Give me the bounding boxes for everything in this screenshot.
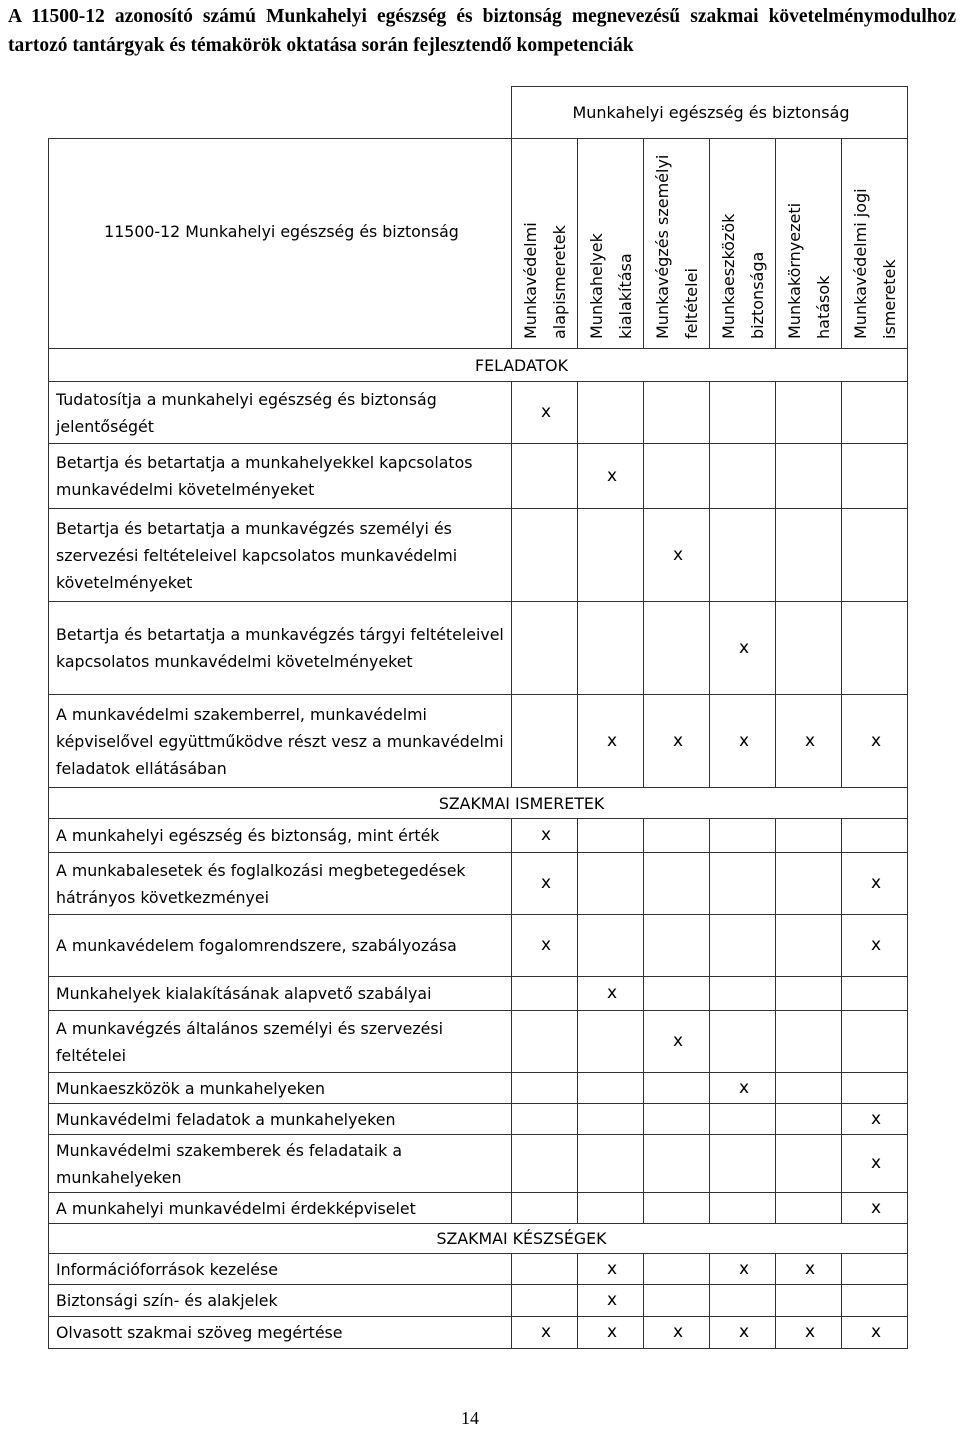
column-header-cell <box>776 139 842 349</box>
mark-cell <box>644 1254 710 1285</box>
section-row <box>49 1224 908 1254</box>
column-header: Munkahelyek kialakítása <box>586 232 635 339</box>
table-row <box>49 1254 908 1285</box>
mark-cell: x <box>842 1193 908 1224</box>
table-row <box>49 509 908 602</box>
page-title: A 11500-12 azonosító számú Munkahelyi egészség és biztonság megnevezésű szakmai követelménymodulhoz tartozó tantárgyak és témakörök oktatása során fejlesztendő kompetenciák <box>8 6 956 56</box>
mark-cell <box>578 602 644 695</box>
row-label: A munkahelyi munkavédelmi érdekképviselet <box>49 1193 512 1224</box>
subject-header: Munkahelyi egészség és biztonság <box>512 87 908 139</box>
mark-cell <box>644 819 710 853</box>
mark-cell: x <box>578 695 644 788</box>
mark-cell: x <box>842 1104 908 1135</box>
mark-cell: x <box>842 1135 908 1193</box>
row-label: A munkavégzés általános személyi és szervezési feltételei <box>49 1011 512 1073</box>
row-label: A munkahelyi egészség és biztonság, mint érték <box>49 819 512 853</box>
column-header: Munkavédelmi jogi ismeretek <box>850 187 899 339</box>
table-row <box>49 1073 908 1104</box>
mark-cell <box>842 1011 908 1073</box>
table-row <box>49 1193 908 1224</box>
mark-cell <box>512 1104 578 1135</box>
mark-cell: x <box>842 853 908 915</box>
mark-cell <box>710 915 776 977</box>
column-header-cell <box>710 139 776 349</box>
mark-cell: x <box>512 382 578 444</box>
mark-cell <box>710 382 776 444</box>
mark-cell <box>842 819 908 853</box>
table-row <box>49 1011 908 1073</box>
mark-cell: x <box>644 1011 710 1073</box>
mark-cell <box>512 444 578 509</box>
column-header-cell <box>578 139 644 349</box>
mark-cell <box>644 853 710 915</box>
mark-cell <box>710 509 776 602</box>
row-label: Betartja és betartatja a munkahelyekkel kapcsolatos munkavédelmi követelményeket <box>49 444 512 509</box>
column-header: Munkavégzés személyi feltételei <box>652 154 701 339</box>
mark-cell <box>512 695 578 788</box>
mark-cell <box>710 1011 776 1073</box>
row-label: A munkavédelem fogalomrendszere, szabályozása <box>49 915 512 977</box>
mark-cell: x <box>578 977 644 1011</box>
table-row <box>49 915 908 977</box>
mark-cell: x <box>776 1254 842 1285</box>
mark-cell: x <box>776 695 842 788</box>
mark-cell <box>578 819 644 853</box>
section-title: SZAKMAI ISMERETEK <box>438 793 605 813</box>
mark-cell <box>512 1073 578 1104</box>
mark-cell: x <box>710 1073 776 1104</box>
mark-cell: x <box>512 915 578 977</box>
mark-cell <box>776 444 842 509</box>
section-title: SZAKMAI KÉSZSÉGEK <box>436 1229 607 1248</box>
mark-cell <box>578 1193 644 1224</box>
mark-cell <box>776 1073 842 1104</box>
row-label: Betartja és betartatja a munkavégzés tárgyi feltételeivel kapcsolatos munkavédelmi követelményeket <box>49 602 512 695</box>
mark-cell: x <box>644 695 710 788</box>
mark-cell <box>776 1193 842 1224</box>
row-label: A munkavédelmi szakemberrel, munkavédelmi képviselővel együttműködve részt vesz a munkavédelmi feladatok ellátásában <box>49 695 512 788</box>
mark-cell <box>776 602 842 695</box>
section-row <box>49 349 908 382</box>
table-row <box>49 444 908 509</box>
mark-cell: x <box>710 695 776 788</box>
mark-cell: x <box>578 1285 644 1317</box>
mark-cell <box>578 853 644 915</box>
mark-cell: x <box>512 1317 578 1349</box>
mark-cell <box>644 1073 710 1104</box>
table-row <box>49 819 908 853</box>
mark-cell <box>842 444 908 509</box>
mark-cell: x <box>578 1317 644 1349</box>
section-header-cell <box>49 349 908 382</box>
column-header-cell <box>512 139 578 349</box>
mark-cell: x <box>578 1254 644 1285</box>
mark-cell <box>644 382 710 444</box>
table-row <box>49 1135 908 1193</box>
mark-cell <box>644 1135 710 1193</box>
mark-cell: x <box>512 853 578 915</box>
mark-cell: x <box>776 1317 842 1349</box>
row-label: A munkabalesetek és foglalkozási megbetegedések hátrányos következményei <box>49 853 512 915</box>
mark-cell <box>710 1285 776 1317</box>
table-row <box>49 1104 908 1135</box>
mark-cell <box>578 1135 644 1193</box>
column-header-cell <box>644 139 710 349</box>
mark-cell: x <box>710 602 776 695</box>
mark-cell <box>710 853 776 915</box>
row-label: Tudatosítja a munkahelyi egészség és biztonság jelentőségét <box>49 382 512 444</box>
mark-cell: x <box>710 1317 776 1349</box>
mark-cell: x <box>842 1317 908 1349</box>
mark-cell <box>644 602 710 695</box>
mark-cell: x <box>710 1254 776 1285</box>
section-header-cell <box>49 788 908 819</box>
table-row <box>49 1285 908 1317</box>
column-header: Munkakörnyezeti hatások <box>784 202 833 339</box>
column-header: Munkavédelmi alapismeretek <box>520 221 569 339</box>
section-title: FELADATOK <box>475 355 568 375</box>
mark-cell: x <box>644 1317 710 1349</box>
mark-cell <box>512 509 578 602</box>
mark-cell <box>710 444 776 509</box>
mark-cell <box>710 1193 776 1224</box>
mark-cell <box>512 602 578 695</box>
mark-cell <box>776 1135 842 1193</box>
mark-cell <box>776 977 842 1011</box>
row-label: Munkavédelmi szakemberek és feladataik a munkahelyeken <box>49 1135 512 1193</box>
mark-cell <box>578 509 644 602</box>
row-label: Munkavédelmi feladatok a munkahelyeken <box>49 1104 512 1135</box>
row-label: Információforrások kezelése <box>49 1254 512 1285</box>
row-label: Munkaeszközök a munkahelyeken <box>49 1073 512 1104</box>
module-header: 11500-12 Munkahelyi egészség és biztonság <box>104 222 459 241</box>
mark-cell <box>644 915 710 977</box>
mark-cell <box>776 382 842 444</box>
mark-cell <box>644 1104 710 1135</box>
row-label: Betartja és betartatja a munkavégzés személyi és szervezési feltételeivel kapcsolatos munkavédelmi követelményeket <box>49 509 512 602</box>
mark-cell <box>644 1285 710 1317</box>
mark-cell <box>512 977 578 1011</box>
column-header: Munkaeszközök biztonsága <box>718 213 767 339</box>
mark-cell <box>644 444 710 509</box>
table-row <box>49 1317 908 1349</box>
table-row <box>49 602 908 695</box>
header-blank-cell <box>49 87 512 139</box>
mark-cell: x <box>842 695 908 788</box>
mark-cell <box>842 977 908 1011</box>
mark-cell <box>644 1193 710 1224</box>
mark-cell <box>842 1073 908 1104</box>
mark-cell <box>710 1135 776 1193</box>
mark-cell <box>776 819 842 853</box>
mark-cell <box>776 1011 842 1073</box>
table-row <box>49 382 908 444</box>
mark-cell <box>644 977 710 1011</box>
row-label: Biztonsági szín- és alakjelek <box>49 1285 512 1317</box>
mark-cell <box>776 853 842 915</box>
mark-cell <box>842 1285 908 1317</box>
column-header-cell <box>842 139 908 349</box>
table-row <box>49 695 908 788</box>
row-label: Munkahelyek kialakításának alapvető szabályai <box>49 977 512 1011</box>
mark-cell <box>776 509 842 602</box>
mark-cell <box>578 1104 644 1135</box>
row-label: Olvasott szakmai szöveg megértése <box>49 1317 512 1349</box>
mark-cell <box>842 509 908 602</box>
module-header-cell <box>49 139 512 349</box>
mark-cell <box>842 1254 908 1285</box>
mark-cell <box>512 1254 578 1285</box>
mark-cell <box>512 1193 578 1224</box>
mark-cell <box>710 819 776 853</box>
section-header-cell <box>49 1224 908 1254</box>
table-row <box>49 853 908 915</box>
mark-cell <box>578 915 644 977</box>
mark-cell <box>578 1011 644 1073</box>
mark-cell: x <box>842 915 908 977</box>
mark-cell: x <box>512 819 578 853</box>
mark-cell <box>710 977 776 1011</box>
mark-cell <box>710 1104 776 1135</box>
mark-cell: x <box>644 509 710 602</box>
mark-cell <box>578 1073 644 1104</box>
competency-table <box>48 86 908 1349</box>
mark-cell <box>512 1285 578 1317</box>
mark-cell <box>512 1135 578 1193</box>
mark-cell <box>842 382 908 444</box>
mark-cell <box>776 915 842 977</box>
mark-cell <box>842 602 908 695</box>
mark-cell <box>512 1011 578 1073</box>
section-row <box>49 788 908 819</box>
mark-cell <box>776 1285 842 1317</box>
mark-cell <box>578 382 644 444</box>
table-row <box>49 977 908 1011</box>
mark-cell <box>776 1104 842 1135</box>
mark-cell: x <box>578 444 644 509</box>
page-number: 14 <box>461 1408 479 1428</box>
